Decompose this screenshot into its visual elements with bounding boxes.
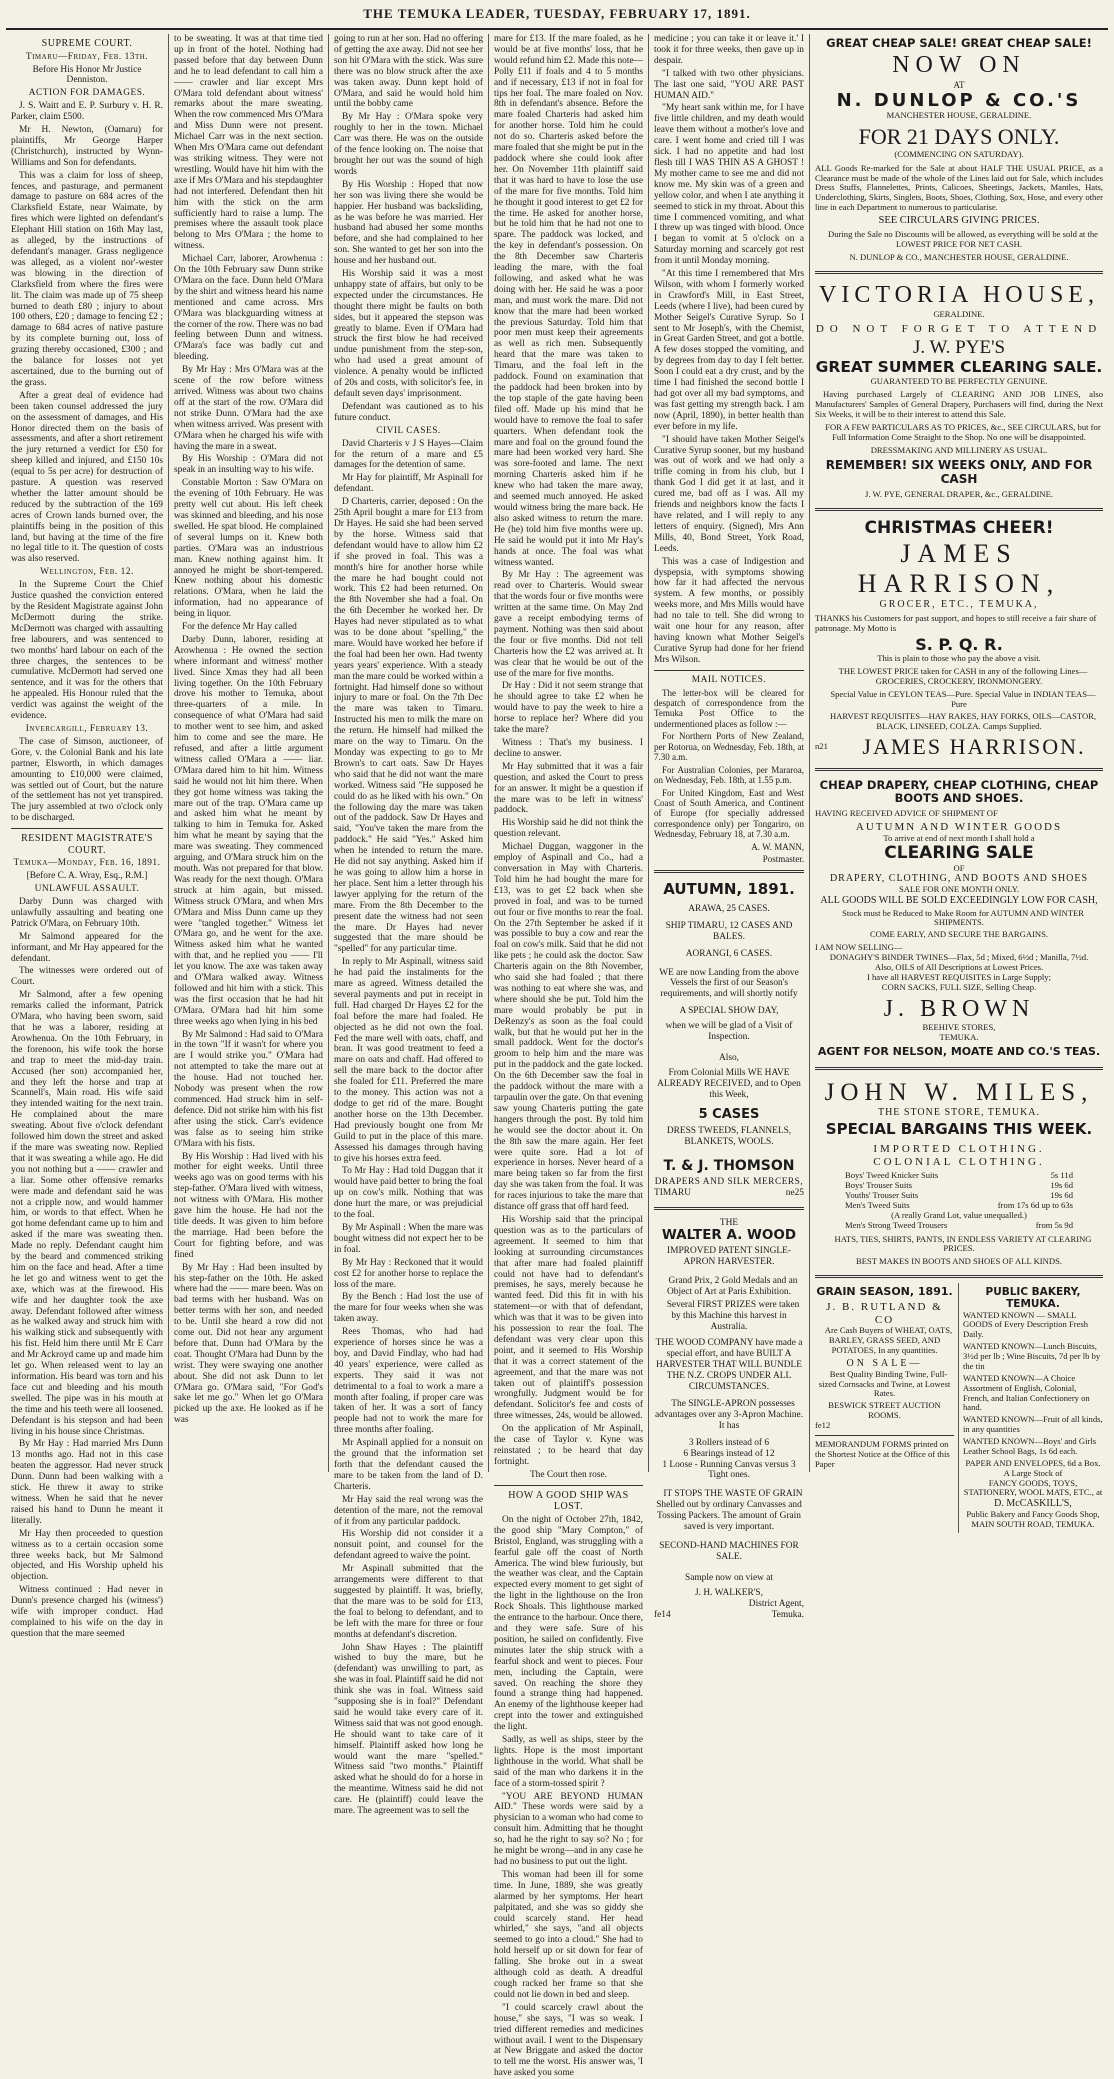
ad-line: ALL GOODS WILL BE SOLD EXCEEDINGLY LOW FOR CASH, xyxy=(820,894,1098,906)
ad-line: Also, OILS of All Descriptions at Lowest Prices. xyxy=(874,961,1044,972)
dateline: Invercargill, February 13. xyxy=(25,723,149,734)
price-row: Men's Strong Tweed Trousers from 5s 9d xyxy=(845,1219,1073,1230)
paragraph: Rees Thomas, who had had experience of horses since he was a boy, and David Findlay, who had had 40 years' experience, were called as experts. They said it was not detrimental to a foal to work a mare a month after foaling, if proper care was taken of her. It was a sort of fancy people had not to work the mare for three months after foaling. xyxy=(334,1327,483,1436)
ad-headline: PUBLIC BAKERY, TEMUKA. xyxy=(985,1286,1081,1311)
columns xyxy=(6,34,1108,2079)
ad-code: ne25 xyxy=(785,1187,804,1198)
paragraph: By Mr Hay : Had married Mrs Dunn 13 months ago. Had not in this case beaten the aggressor. Had never struck Dunn. Dunn had been walking with a stick. He threw it away to strike witness. When he said that he never raised his hand to Dunn he meant it literally. xyxy=(11,1439,163,1526)
bottom-ads xyxy=(815,1283,1103,1532)
ad-line: DRESS TWEEDS, FLANNELS, BLANKETS, WOOLS. xyxy=(666,1125,792,1147)
ad-code: fe14 xyxy=(654,1609,671,1620)
paragraph: Michael Carr, laborer, Arowhenua : On the 10th February saw Dunn strike O'Mara on the face. Dunn held O'Mara by the shirt and witness heard his name mentioned and came across. Mrs O'Mara was blackguarding witness at the corner of the row. There was no bad feeling between Dunn and witness. O'Mara's face was badly cut and bleeding. xyxy=(174,254,323,363)
ad-line: ARAWA, 25 CASES. xyxy=(688,903,770,914)
dateline: Timaru—Friday, Feb. 13th. xyxy=(25,51,149,62)
mail-notices xyxy=(654,688,804,865)
paragraph: to be sweating. It was at that time tied up in front of the hotel. Nothing had passed before that day between Dunn and he to lead defendant to call him a —— crawler and liar except Mrs O'Mara told defendant about witness' remarks about the mare sweating. When the row commenced Mrs O'Mara and Miss Dunn were not present. Michael Carr was in the next section. When Mrs O'Mara came out defendant was striking witness. They were not wrestling. Would have hit him with the axe if Mrs O'Mara and his stepdaughter had not interfered. Defendant then hit him with the stick on the arm sufficiently hard to raise a lump. The premises where the assault took place belong to Mrs O'Mara ; the home to witness. xyxy=(174,34,323,252)
ad-text: WANTED KNOWN—Boys' and Girls Leather School Bags, 1s 6d each. xyxy=(963,1436,1097,1456)
ad-line: AORANGI, 6 CASES. xyxy=(685,948,773,959)
paragraph: Michael Duggan, waggoner in the employ of Aspinall and Co., had a conversation in May with Charteris. Told him he had bought the mare for £13, was to get £2 back when she proved in foal, and was to be turned out four or five months to rear the foal. On the 27th September he asked if it was possible to buy a cow and rear the foal on cow's milk. Said that he did not like pets ; he could ask the doctor. Saw Charteris again on the 8th November, who said she had foaled ; that there was nothing to eat where she was, and where should she be put. Told him the mare would probably be put in DeRenzy's as soon as the foal could walk, but that he would put her in the small paddock. Went for the doctor's groom to help him and the mare was put in the paddock and the gate locked. On the 6th December saw the foal in the paddock without the mare with a tarpaulin over the gate. On that evening saw young Charteris putting the gate hangers through the post. By told him he would see the doctor about it. On the 8th saw the mare again. Her feet were quite sore. Had a lot of experience in horses. Never heard of a mare being taken so far from the first day she was taken from the foal. It was for races injurious to take the mare that distance off grass that off hard feed. xyxy=(494,842,643,1213)
ad-text: WE are now Landing from the above Vessels the first of our Season's requirements, and will shortly notify xyxy=(659,967,799,1000)
pye-ad xyxy=(815,279,1103,503)
price-row: Youths' Trouser Suits 19s 6d xyxy=(845,1190,1073,1201)
paragraph: By Mr Hay : The agreement was read over to Charteris. Would swear that the words four or five months were written at the same time. On May 2nd gave a receipt embodying terms of payment. Nothing was then said about the four or five months. Did not tell Charteris how the £2 was arrived at. It was clear that he would be out of the use of the mare for five months. xyxy=(494,570,643,679)
paragraph: Defendant was cautioned as to his future conduct. xyxy=(334,401,483,423)
ad-headline: J. BROWN xyxy=(883,995,1035,1022)
miles-ad xyxy=(815,1075,1103,1270)
ad-line: BEST MAKES IN BOOTS AND SHOES OF ALL KINDS. xyxy=(855,1256,1063,1267)
ad-line: AT xyxy=(953,80,965,91)
divider xyxy=(815,1275,1103,1278)
ad-line: FANCY GOODS, TOYS, STATIONERY, WOOL MATS, ETC., at xyxy=(963,1477,1103,1498)
paragraph: The letter-box will be cleared for despatch of correspondence from the Temuka Post Office to the undermentioned places as follow :— xyxy=(654,687,804,729)
paragraph: His Worship did not consider it a nonsuit point, and counsel for the defendant agreed to waive the point. xyxy=(334,1529,483,1562)
ad-text: ALL Goods Re-marked for the Sale at about HALF THE USUAL PRICE, as a Clearance must be made of the whole of the Lines laid out for Sale, which includes Dress Stuffs, Flannelettes, Prints, Calicoes, Sheetings, Jackets, Mantles, Hats, Underclothing, Skirts, Singlets, Boots, Shoes, Clothing, Sox, Hose, and every other line in each Department to numerous to particularise. xyxy=(815,162,1103,213)
ad-line: Temuka. xyxy=(771,1609,804,1620)
subheading: UNLAWFUL ASSAULT. xyxy=(34,884,140,895)
ad-line: THE xyxy=(719,1217,739,1228)
paragraph: By His Worship : O'Mara did not speak in an insulting way to his wife. xyxy=(174,454,323,476)
ad-line: GERALDINE. xyxy=(933,308,985,319)
paragraph: This was a claim for loss of sheep, fences, and pasturage, and permanent damage to pasture on 684 acres of the Clarksfield Estate, near Waimate, by fires which were lighted on defendant's Elephant Hill station on 16th May last, as alleged, by the instructions of defendant's manager. Grass negligence was alleged, as a violent nor'-wester was blowing in the direction of Clarksfield from where the fires were lit. The claim was made up of 75 sheep burned to death £80 ; injury to about 100 others, £20 ; damage to fencing £2 ; damage to 684 acres of native pasture by its complete burning out, loss of grazing thereby occasioned, £300 ; and the balance for losses not yet ascertained, due to the burning out of the grass. xyxy=(11,170,163,388)
ad-line: TIMARU xyxy=(654,1187,691,1198)
paragraph: Mr H. Newton, (Oamaru) for plaintiffs, Mr George Harper (Christchurch), instructed by Wynn-Williams and Son for defendants. xyxy=(11,125,163,168)
rutland-ad xyxy=(815,1283,959,1532)
ad-line: SALE FOR ONE MONTH ONLY. xyxy=(898,884,1019,895)
ad-line: DRAPERS AND SILK MERCERS, xyxy=(654,1176,804,1187)
paragraph: By the Bench : Had lost the use of the mare for four weeks when she was taken away. xyxy=(334,1292,483,1325)
paragraph: "My heart sank within me, for I have five little children, and my death would leave them without a mother's love and care. I went home and cried till I was sick. I had no appetite and had lost flesh till I WAS THIN AS A GHOST ! My mother came to see me and did not know me. My skin was of a green and yellow color, and when I ate anything it seemed to stick in my throat. About this time I commenced vomiting, and what I threw up was tinged with blood. Once I began to vomit at 5 o'clock on a Saturday morning and scarcely got rest from it until Monday morning. xyxy=(654,103,804,267)
ad-text: Are Cash Buyers of WHEAT, OATS, BARLEY, GRASS SEED, AND POTATOES, In any quantities. xyxy=(824,1325,953,1356)
divider xyxy=(654,1207,804,1210)
paragraph: By Mr Hay : Mrs O'Mara was at the scene of the row before witness arrived. Witness was about two chains off at the start of the row. O'Mara did not strike Dunn. O'Mara had the axe when witness arrived. Was present with O'Mara when he charged his wife with having the mare in a sweat. xyxy=(174,365,323,452)
paragraph: John Shaw Hayes : The plaintiff wished to buy the mare, but he (defendant) was unwilling to part, as she was in foal. Plaintiff said he did not think she was in foal. Witness said "supposing she is in foal?" Defendant said he would take every care of it. Witness said that was not good enough. He should want to take care of it himself. Plaintiff asked how long he would want the mare "spelled." Witness said "two months." Plaintiff asked what he should do for a horse in the meantime. Witness said he did not care. He (plaintiff) could leave the mare. The agreement was to sell the xyxy=(334,1642,483,1817)
paragraph: This was a case of Indigestion and dyspepsia, with symptoms showing how far it had affected the nervous system. A few months, or possibly weeks more, and Mrs Mills would have had no tale to tell. She did wrong to wait one hour for any reason, after having known what Mother Seigel's Curative Syrup had done for her friend Mrs Wilson. xyxy=(654,556,804,665)
ad-text: WANTED KNOWN — SMALL GOODS of Every Description Fresh Daily. xyxy=(963,1309,1089,1340)
ad-line: OF xyxy=(953,862,965,873)
paragraph: "I should have taken Mother Seigel's Curative Syrup sooner, but my husband was out of work and we had only a trifle coming in from his club, but I thank God I did get it at last, and it cured me, bad off as I was. All my friends and neighbors know the facts I have related, and I will reply to any letters of enquiry. (Signed), Mrs Ann Mills, 40, Bond Street, York Road, Leeds. xyxy=(654,434,804,554)
dateline: Temuka—Monday, Feb. 16, 1891. xyxy=(13,858,161,869)
ad-line: N. DUNLOP & CO., MANCHESTER HOUSE, GERALDINE. xyxy=(849,252,1069,263)
ad-headline: T. & J. THOMSON xyxy=(663,1157,795,1174)
ad-line: J. H. WALKER'S, xyxy=(695,1587,763,1598)
paragraph: In reply to Mr Aspinall, witness said he had paid the instalments for the mare as agreed. Witness detailed the several payments and put in receipt in full. Had charged Dr Hayes £2 for the foal before the mare had foaled. He objected as he did not own the foal. Fed the mare well with oats, chaff, and bran. It was good treatment to feed a mare on oats and chaff. Had offered to sell the mare back to the doctor after she foaled for £11. Preferred the mare to the money. This action was not a dodge to get rid of the mare. Bought another horse on the 13th December. Had previously bought one from Mr Guild to put in the place of this mare. Assessed his damages through having to give his horses extra feed. xyxy=(334,957,483,1164)
paragraph: By His Worship : Had lived with his mother for eight weeks. Until three weeks ago was on good terms with his step-father. O'Mara lived with witness, not witness with O'Mara. His mother gave him the house. He had not the title deeds. It was given to him before the marriage. Had been before the Court for fighting before, and was fined xyxy=(174,1151,323,1260)
ad-headline: GRAIN SEASON, 1891. xyxy=(816,1285,953,1299)
paragraph: Mr Hay then proceeded to question witness as to a certain occasion some three weeks back, but Mr Salmond objected, and His Worship upheld his objection. xyxy=(11,1528,163,1583)
ad-line: Also, xyxy=(718,1053,740,1064)
price-row: Boys' Trouser Suits 19s 6d xyxy=(845,1180,1073,1191)
paragraph: By Mr Aspinall : When the mare was bought witness did not expect her to be in foal. xyxy=(334,1222,483,1255)
paragraph: Sadly, as well as ships, steer by the lights. Hope is the most important lighthouse in the world. What shall be said of the man who darkens it in the face of a storm-tossed spirit ? xyxy=(494,1735,643,1789)
divider xyxy=(815,508,1103,511)
dunlop-ad xyxy=(815,34,1103,266)
paragraph: For the defence Mr Hay called xyxy=(182,622,297,633)
ad-line: DONAGHY'S BINDER TWINES—Flax, 5d ; Mixed, 6½d ; Manilla, 7½d. xyxy=(829,952,1089,963)
paragraph: Dr Hay : Did it not seem strange that he should agree to take £2 when he would have to pay the week to hire a horse to replace her? Where did you take the mare? xyxy=(494,681,643,736)
ad-text: FOR A FEW PARTICULARS AS TO PRICES, &c., SEE CIRCULARS, but for Full Information Come Straight to the Shop. No one will be disappointed. xyxy=(825,421,1101,442)
paragraph: Darby Dunn was charged with unlawfully assaulting and beating one Patrick O'Mara, on February 10th. xyxy=(11,897,163,929)
paragraph: By Mr Hay : Reckoned that it would cost £2 for another horse to replace the loss of the mare. xyxy=(334,1257,483,1290)
ad-code: n21 xyxy=(815,741,828,752)
section-heading: RESIDENT MAGISTRATE'S COURT. xyxy=(21,833,153,856)
paragraph: On the night of October 27th, 1842, the good ship "Mary Compton," of Bristol, England, was struggling with a fearful gale off the coast of North America. The wind blew furiously, but the weather was clear, and the Captain expected every moment to get sight of the light in the lighthouse on the Iron Rock Shoals. This lighthouse marked the entrance to the harbour. Once there, and they were safe. Sure of his position, he sailed on confidently. Five minutes later the ship struck with a fearful shock and went to pieces. Four men, including the Captain, were saved. On reaching the shore they found a strange thing had happened. An enemy of the lighthouse keeper had crept into the tower and extinguished the light. xyxy=(494,1514,643,1733)
before-line: Before His Honor Mr Justice Denniston. xyxy=(32,64,142,86)
ad-line: J. W. PYE, GENERAL DRAPER, &c., GERALDINE. xyxy=(864,489,1054,500)
divider xyxy=(815,1435,954,1436)
paragraph: going to run at her son. Had no offering of getting the axe away. Did not see her son hit O'Mara with the stick. Was sure there was no blow struck after the axe was taken away. Dunn kept hold of O'Mara, and said he would hold him until the bobby came xyxy=(334,34,484,110)
price-row: Boys' Tweed Knicker Suits 5s 11d xyxy=(845,1170,1073,1181)
ad-line: I have all HARVEST REQUISITES in Large Supply; xyxy=(867,971,1051,982)
ad-headline: JAMES HARRISON. xyxy=(862,734,1086,760)
paragraph: Darby Dunn, laborer, residing at Arowhenua : He owned the section where informant and witness' mother lived. Since Xmas they had all been living together. On the 10th February drove his mother to Temuka, about three-quarters of a mile. In consequence of what O'Mara had said to mother went to see him, and asked him to come and see the mare. He refused, and after a little argument witness called O'Mara a —— liar. O'Mara dared him to hit him. Witness said he would not hit him there. When they got home witness was taking the mare out of the trap. O'Mara came up and asked him what he meant by talking to him in Temuka for. Asked him what he meant by saying that the mare was sweating. They commenced arguing, and O'Mara struck him on the mouth. Was not prepared for that blow. Was ready for the next though. O'Mara struck at him again, but missed. Witness struck O'Mara, and when Mrs O'Mara and Miss Dunn came up they were "tangled together." Witness let O'Mara go, and he went for the axe. Witness asked him what he wanted with that, and he replied you —— I'll let you know. The axe was taken away and O'Mara walked away. Witness followed and hit him with a stick. This was the first occasion that he had hit O'Mara. O'Mara had hit him some three weeks ago when lying in his bed xyxy=(174,634,323,1027)
ad-line: To arrive at end of next month I shall hold a xyxy=(883,833,1035,844)
ad-line: COME EARLY, AND SECURE THE BARGAINS. xyxy=(869,929,1049,940)
ad-headline: J. W. PYE'S xyxy=(912,337,1006,359)
ad-headline: NOW ON xyxy=(892,52,1026,79)
ad-line: THE STONE STORE, TEMUKA. xyxy=(877,1106,1041,1118)
paragraph: To Mr Hay : Had told Duggan that it would have paid better to bring the foal up on cow's milk. Nothing that was done hurt the mare, or was prejudicial to the foal. xyxy=(334,1166,483,1221)
column-4 xyxy=(489,34,649,2079)
ad-line: ON SALE— xyxy=(846,1358,923,1370)
divider xyxy=(654,870,804,873)
ad-text: WANTED KNOWN—Fruit of all kinds, in any quantities xyxy=(963,1414,1103,1435)
ad-line: Sample now on view at xyxy=(684,1572,773,1583)
thomson-ad xyxy=(654,878,804,1202)
paragraph: His Worship said that the principal question was as to the particulars of agreement. It seemed to him that looking at surrounding circumstances that after mare had foaled plaintiff could not have had to defendant's premises, he says, merely because he wanted feed. Did this fit in with his statement—or with that of defendant, which was that it was to be given into his possession to rear the foal. The defendant was very clear upon this point, and it seemed to His Worship that it was a correct statement of the agreement, and that the mare was not taken out of plaintiff's possession wrongfully. Judgment would be for defendant. Solicitor's fee and costs of three witnesses, 24s, would be allowed. xyxy=(494,1214,643,1422)
bakery-ad xyxy=(959,1283,1103,1532)
column-5 xyxy=(649,34,810,1620)
wood-ad xyxy=(654,1215,804,1624)
paragraph: In the Supreme Court the Chief Justice quashed the conviction entered by the Resident Magistrate against John McDermott during the strike. McDermott was charged with assaulting free labourers, and was sentenced to two months' hard labour on each of the three charges, the sentences to be cumulative. McDermott had served one sentence, and it was for the others that he appealed. His Honour ruled that the verdict was against the weight of the evidence. xyxy=(11,580,163,722)
ad-headline: REMEMBER! SIX WEEKS ONLY, AND FOR CASH xyxy=(825,458,1093,487)
ad-headline: GREAT SUMMER CLEARING SALE. xyxy=(815,358,1103,377)
divider xyxy=(815,1067,1103,1070)
ad-headline: CHEAP DRAPERY, CHEAP CLOTHING, CHEAP BOOTS AND SHOES. xyxy=(819,777,1099,806)
ad-line: PAPER AND ENVELOPES, 6d a Box. xyxy=(965,1457,1101,1468)
ad-line: DRAPERY, CLOTHING, AND BOOTS AND SHOES xyxy=(829,873,1089,885)
paragraph: mare for £13. If the mare foaled, as he would be at five months' loss, that he would refund him £2. Made this note—Polly £11 if foals and 4 to 5 months and if necessary, £13 if not in foal for tips her foal. The mare foaled on Nov. 8th in defendant's absence. Before the mare foaled Charteris had asked him for another horse. Told him he could not do so. Charteris asked before the mare foaled that she might be put in the paddock where she could look after her. On November 11th plaintiff said that it was hard to have to lose the use of the mare for five months. Told him he thought it good interest to get £2 for the time. He asked for another horse, but he told him that he had not one to spare. The paddock was locked, and the key in defendant's possession. On the 8th December saw Charteris leading the mare, with the foal following, and asked what he was doing with her. He said he was a poor man, and must work the mare. Did not know that the mare had been worked the previous Saturday. Told him that poor men must keep their agreements as well as rich men. Subsequently heard that the mare was taken to Timaru, and the foal left in the paddock. Found on examination that the paddock had been broken into by the top staple of the gate having been filed off. Made up his mind that he would have to remove the foal to safer quarters. When defendant took the mare and foal on the ground found the mare had been worked very hard. She was sore-footed and lame. The next morning Charteris asked him if he knew who had taken the mare away, and seemed much annoyed. He asked would witness bring the mare back. He also asked witness to return the mare. He (he) told him five months were up. He said he would put it into Mr Hay's hands at once. The foal was what witness wanted. xyxy=(494,34,643,568)
paragraph: His Worship said it was a most unhappy state of affairs, but only to be expected under the circumstances. He thought there might be faults on both sides, but it appeared the stepson was greatly to blame. Even if O'Mara had struck the first blow he had received undue punishment from the step-son, who had used a great amount of violence. A penalty would be inflicted of 20s and costs, with solicitor's fee, in default seven days' imprisonment. xyxy=(334,269,483,399)
ad-line: A Large Stock of xyxy=(1003,1467,1063,1478)
ad-text: WANTED KNOWN—A Choice Assortment of English, Colonial, French, and Italian Confectionery on hand. xyxy=(963,1372,1090,1413)
ad-text: HAVING RECEIVED ADVICE OF SHIPMENT OF xyxy=(815,808,998,819)
brown-ad xyxy=(815,776,1103,1062)
ad-text: MEMORANDUM FORMS printed on the Shortest Notice at the Office of this Paper xyxy=(815,1438,950,1469)
ad-line: I AM NOW SELLING— xyxy=(815,942,903,953)
divider xyxy=(494,1485,643,1486)
ad-line: A SPECIAL SHOW DAY, xyxy=(679,1006,779,1017)
paragraph: By Mr Salmond : Had said to O'Mara in the town "If it wasn't for where you are I would strike you." O'Mara had not attempted to take the mare out at the house. Had not touched her. Nobody was present when the row commenced. Had struck him in self-defence. Did not strike him with his fist after using the stick. Carr's evidence was false as to seeing him strike O'Mara with his fists. xyxy=(174,1029,323,1149)
paragraph: "I talked with two other physicians. The last one said, "YOU ARE PAST HUMAN AID." xyxy=(654,68,804,101)
paragraph: "YOU ARE BEYOND HUMAN AID." These words were said by a physician to a woman who had come to consult him. Admitting that he thought so, had he the right to say so? No ; for he might be wrong—and in any case he had no business to put out the light. xyxy=(494,1791,643,1867)
paragraph: Constable Morton : Saw O'Mara on the evening of 10th February. He was pretty well cut about. His left cheek was skinned and bleeding, and his nose swelled. He spat blood. He complained of several lumps on it. Knew both parties. O'Mara was an industrious man. Knew nothing against him. It annoyed he might be short-tempered. Knew nothing about his domestic relations. O'Mara, when he laid the information, had no appearance of being in liquor. xyxy=(174,478,323,620)
paragraph: Mr Salmond, after a few opening remarks called the informant, Patrick O'Mara, who having been sworn, said that he was a laborer, residing at Arowhenua. On the 10th February, in the forenoon, his wife took the horse and trap to meet the mid-day train. Accused (her son) accompanied her, and they left the horse and trap at Scannell's, Main road. His wife said they intended waiting for the next train. He complained about the mare sweating. About five o'clock defendant followed him down the street and asked if the mare was sweating now. Replied that it was sweating a while ago. He did you not nothing but a —— crawler and a liar. Some other offensive remarks were made and defendant said he was not a cripple now, and would hammer him, or words to that effect. When he got home defendant came up to him and asked if the mare was sweating then. Made no reply. Defendant caught him by the beard and commenced striking him on the face and head. After a time he let go and witness went to get the axe, which was at the firewood. His wife and her daughter took the axe away. Defendant followed after witness as he walked away and struck him with his walking stick and subsequently with his fist. Held him there until Mr E Carr and Mr Ackroyd came up and made him let go. When released went to lay an information. His beard was torn and his face cut and bleeding and his mouth swelled. The pipe was in his mouth at the time and his teeth were all loosened. Defendant is his stepson and had been living in his house since Christmas. xyxy=(11,990,163,1437)
ad-line: BEEHIVE STORES, xyxy=(922,1022,996,1033)
paragraph: For Northern Ports of New Zealand, per Rotorua, on Wednesday, Feb. 18th, at 7.30 a.m. xyxy=(654,731,804,763)
ad-line: 1 Loose - Running Canvas versus 3 Tight ones. xyxy=(662,1459,796,1481)
paragraph: D Charteris, carrier, deposed : On the 25th April bought a mare for £13 from Dr Hayes. He said she had been served by the horse. Witness said that defendant would have to allow him £2 if she proved in foal. This was a month's hire for another horse while the mare he had bought could not work. This £2 had been returned. On the 8th November she had a foal. On the 6th December he worked her. Dr Hayes had never stipulated as to what was to be done about "spelling," the mare. Would have worked her before if the foal had been her own. Had twenty years years' experience. With a steady man the mare could be worked within a fortnight. Had himself done so without injury to mare or foal. On the 7th Dec the mare was taken to Timaru. Instructed his men to milk the mare on the return. He himself had milked the mare on the way to Timaru. On the Monday was expecting to go to Mr Brown's to cart oats. Saw Dr Hayes who said that he did not want the mare worked. Witness said "He supposed he could do as he liked with his own." On the following day the mare was taken out of the paddock. Saw Dr Hayes and said, "You've taken the mare from the paddock." He said "Yes." Asked him when he intended to return the mare. He did not say anything. Asked him if he was going to allow him a horse in her place. Sent him a letter through his lawyer applying for the return of the mare. From the 8th December to the present date the witness had not seen the mare. Dr Hayes had never suggested that the mare should be "spelled" for any particular time. xyxy=(334,497,483,955)
ad-text: THE WOOD COMPANY have made a special effort, and have BUILT A HARVESTER THAT WILL BUNDLE THE N.Z. CROPS UNDER ALL CIRCUMSTANCES. xyxy=(655,1338,803,1393)
price-row: Men's Tweed Suits from 17s 6d up to 63s xyxy=(845,1199,1073,1210)
paragraph: medicine ; you can take it or leave it.' I took it for three weeks, then gave up in despair. xyxy=(654,34,804,66)
ad-line: District Agent, xyxy=(748,1598,804,1609)
ad-headline: AUTUMN, 1891. xyxy=(663,879,795,898)
paragraph: Witness continued : Had never in Dunn's presence charged his (witness') wife with improper conduct. Had complained to his wife on the day in question that the mare seemed xyxy=(11,1585,163,1639)
paragraph: Mr Aspinall submitted that the arrangements were different to that suggested by plaintiff. It was, briefly, that the mare was to be sold for £13, the foal to belong to defendant, and to be left with the mare for three or four months at defendant's discretion. xyxy=(334,1564,483,1640)
ad-headline: JOHN W. MILES, xyxy=(824,1078,1094,1106)
ad-headline: WALTER A. WOOD xyxy=(661,1227,797,1244)
divider xyxy=(11,828,163,829)
ad-text: Best Quality Binding Twine, Full-sized Cornsacks and Twine, at Lowest Rates. xyxy=(818,1368,951,1399)
ad-code: fe12 xyxy=(815,1420,831,1431)
ad-line: DRESSMAKING AND MILLINERY AS USUAL. xyxy=(870,444,1048,455)
subheading: MAIL NOTICES. xyxy=(691,674,767,685)
paragraph: The witnesses were ordered out of Court. xyxy=(11,966,163,988)
paragraph: Mr Salmond appeared for the informant, and Mr Hay appeared for the defendant. xyxy=(11,931,163,964)
paragraph: Witness : That's my business. I decline to answer. xyxy=(494,738,643,759)
ad-headline: SPECIAL BARGAINS THIS WEEK. xyxy=(825,1120,1093,1139)
paragraph: His Worship said he did not think the question relevant. xyxy=(494,818,643,840)
signature: Postmaster. xyxy=(762,854,804,865)
ad-line: D. McCASKILL'S, xyxy=(994,1498,1072,1510)
ad-text: Stock must be Reduced to Make Room for AUTUMN AND WINTER SHIPMENTS. xyxy=(842,907,1084,928)
before-line: [Before C. A. Wray, Esq., R.M.] xyxy=(26,871,148,882)
ad-line: From Colonial Mills WE HAVE ALREADY RECEIVED, and to Open this Week, xyxy=(657,1067,801,1100)
paragraph: Mr Hay submitted that it was a fair question, and asked the Court to press for an answer. It might be a question if the mare was to be left in witness' paddock. xyxy=(494,761,643,816)
paragraph: For Australian Colonies, per Mararoa, on Wednesday, Feb. 18th, at 1.55 p.m. xyxy=(654,764,804,786)
ad-line: SECOND-HAND MACHINES FOR SALE. xyxy=(659,1540,799,1562)
ad-line: IMPORTED CLOTHING. xyxy=(873,1142,1045,1155)
paragraph: Mr Hay for plaintiff, Mr Aspinall for defendant. xyxy=(334,473,483,495)
ad-text: HATS, TIES, SHIRTS, PANTS, IN ENDLESS VARIETY AT CLEARING PRICES. xyxy=(834,1233,1092,1254)
ad-text: Having purchased Largely of CLEARING AND JOB LINES, also Manufacturers' Samples of General Drapery, Purchasers will find, during the Next Six Weeks, it will be to their interest to attend this Sale. xyxy=(815,389,1103,419)
paragraph: Mr Hay said the real wrong was the detention of the mare, not the removal of it from any particular paddock. xyxy=(334,1494,483,1527)
paragraph: By Mr Hay : Had been insulted by his step-father on the 10th. He asked where had the —— mare been. Was on bad terms with her husband. Was on better terms with her son, and needed to be. Until she heard a row did not come out. Did not hear any argument before that. Dunn had O'Mara by the coat. Thought O'Mara had Dunn by the wrist. They were swaying one another about. She did not ask Dunn to let O'Mara go. O'Mara said, "For God's sake let me go." When let go O'Mara picked up the axe. He looked as if he was xyxy=(174,1262,323,1426)
ad-line: CORN SACKS, FULL SIZE, Selling Cheap. xyxy=(881,981,1037,992)
paragraph: On the application of Mr Aspinall, the case of Taylor v. Kyne was reinstated ; to be heard that day fortnight. xyxy=(494,1424,643,1467)
ad-line: when we will be glad of a Visit of Inspection. xyxy=(665,1021,793,1043)
column-3 xyxy=(329,34,489,1817)
ad-text: During the Sale no Discounts will be allowed, as everything will be sold at the LOWEST PRICE FOR NET CASH. xyxy=(828,229,1098,250)
ad-headline: AGENT FOR NELSON, MOATE AND CO.'S TEAS. xyxy=(817,1045,1101,1059)
column-1 xyxy=(6,34,169,1639)
ad-headline: CHRISTMAS CHEER! xyxy=(864,518,1054,539)
ad-text: WANTED KNOWN—Lunch Biscuits, 3½d per lb ; Wine Biscuits, 7d per lb by the tin xyxy=(963,1341,1101,1371)
subheading: ACTION FOR DAMAGES. xyxy=(28,88,146,99)
paragraph: By Mr Hay : O'Mara spoke very roughly to her in the town. Michael Carr was there. He was on the outside of the fence looking on. The noise that brought her out was the sound of high words xyxy=(334,112,483,177)
masthead: THE TEMUKA LEADER, TUESDAY, FEBRUARY 17, 1891. xyxy=(6,6,1108,30)
paragraph: The Court then rose. xyxy=(529,1469,608,1480)
section-heading: HOW A GOOD SHIP WAS LOST. xyxy=(508,1489,629,1513)
ad-line: IMPROVED PATENT SINGLE-APRON HARVESTER. xyxy=(667,1246,791,1268)
ad-text: IT STOPS THE WASTE OF GRAIN Shelled out by ordinary Canvasses and Tossing Packers. The amount of Grain saved is very important. xyxy=(656,1489,803,1533)
ad-headline: S. P. Q. R. xyxy=(915,634,1003,654)
ad-line: This is plain to those who pay the above a visit. xyxy=(877,653,1041,664)
ad-line: GROCER, ETC., TEMUKA, xyxy=(879,599,1039,611)
paragraph: The case of Simson, auctioneer, of Gore, v. the Colonial Bank and his late partner, Elsworth, in which damages amounting to £10,000 were claimed, was settled out of Court, but the nature of the settlement has not yet transpired. The jury assembled at two o'clock only to be discharged. xyxy=(11,736,163,824)
ad-line: (COMMENCING ON SATURDAY). xyxy=(894,148,1024,159)
paragraph: After a great deal of evidence had been taken counsel addressed the jury on the assessment of damages, and His Honor directed them on the basis of assessments, and after a short retirement the jury returned a verdict for £50 for sheep killed and injured, and £150 10s (equal to 5s per acre) for destruction of pasture. A question was reserved whether the latter amount should be reduced by the subtraction of the 169 acres of Crown lands burned over, the plaintiffs being in the position of this land, but having at the time of the fire no legal title to it. The question of costs was also reserved. xyxy=(11,390,163,565)
ad-text: THANKS his Customers for past support, and hopes to still receive a fair share of patronage. My Motto is xyxy=(815,612,1097,633)
column-2 xyxy=(169,34,329,1472)
ad-text: The SINGLE-APRON possesses advantages over any 3-Apron Machine. It has xyxy=(654,1399,804,1431)
paragraph: J. S. Waitt and E. P. Surbury v. H. R. Parker, claim £500. xyxy=(11,101,163,123)
ad-line: MANCHESTER HOUSE, GERALDINE. xyxy=(886,110,1032,121)
ad-headline: FOR 21 DAYS ONLY. xyxy=(858,124,1060,150)
paragraph: For United Kingdom, East and West Coast of South America, and Continent of Europe (for specially addressed correspondence only) per Tongariro, on Wednesday, February 18, at 7.30 a.m. xyxy=(654,787,804,840)
ad-headline: VICTORIA HOUSE, xyxy=(819,281,1099,308)
paragraph: David Charteris v J S Hayes—Claim for the return of a mare and £5 damages for the detention of same. xyxy=(334,438,483,471)
ad-line: 6 Bearings instead of 12 xyxy=(683,1448,775,1459)
paragraph: "I could scarcely crawl about the house," she says, "I was so weak. I tried different remedies and medicines without avail. I went to the Dispensary at New Briggate and asked the doctor to tell me the worst. His answer was, 'I have asked you some xyxy=(494,2002,643,2079)
paragraph: "At this time I remembered that Mrs Wilson, with whom I formerly worked in Crawford's Mill, in East Street, Leeds (where I live), had been cured by Mother Seigel's Curative Syrup. So I sent to Mr Joseph's, with the Chemist, in Great Garden Street, and got a bottle. A few doses stopped the vomiting, and by degrees from day to day I felt better. Soon I could eat a dry crust, and by the time I had finished the second bottle I had got over all my bad symptoms, and was fast getting my strength back. I am now (April, 1890), in better health than ever before in my life. xyxy=(654,269,804,432)
ad-headline: 5 CASES xyxy=(698,1106,760,1122)
ad-line: AUTUMN AND WINTER GOODS xyxy=(855,821,1063,834)
ad-line: 3 Rollers instead of 6 xyxy=(688,1437,770,1448)
ad-line: Public Bakery and Fancy Goods Shop, MAIN SOUTH ROAD, TEMUKA. xyxy=(966,1508,1100,1529)
ad-text: Several FIRST PRIZES were taken by this Machine this harvest in Australia. xyxy=(666,1299,800,1332)
paragraph: Mr Aspinall applied for a nonsuit on the ground that the information set forth that the defendant caused the mare to be taken from the land of D. Charteris. xyxy=(334,1438,483,1492)
ad-line: TEMUKA. xyxy=(939,1032,979,1043)
price-list xyxy=(815,1171,1103,1230)
ad-text: HARVEST REQUISITES—HAY RAKES, HAY FORKS, OILS—CASTOR, BLACK, LINSEED, COLZA. Camps Supplied. xyxy=(829,711,1097,732)
ad-headline: CLEARING SALE xyxy=(884,842,1034,863)
signature: A. W. MANN, xyxy=(751,841,804,852)
harrison-ad xyxy=(815,516,1103,763)
ad-headline: GREAT CHEAP SALE! GREAT CHEAP SALE! xyxy=(826,36,1092,50)
divider xyxy=(815,271,1103,274)
section-heading: SUPREME COURT. xyxy=(41,38,133,49)
ad-text: Special Value in CEYLON TEAS—Pure. Special Value in INDIAN TEAS—Pure xyxy=(830,688,1096,709)
paragraph: By His Worship : Hoped that now her son was living there she would be happier. Her husband was backsliding, as he was before he was married. Her husband had abused her some months before, and she had complained to her son. She wanted to get her son into the house and her husband out. xyxy=(334,179,483,267)
ad-line: SEE CIRCULARS GIVING PRICES. xyxy=(878,215,1040,227)
subheading: CIVIL CASES. xyxy=(376,425,441,436)
ad-line: BESWICK STREET AUCTION ROOMS. xyxy=(828,1400,941,1421)
divider xyxy=(815,768,1103,771)
dateline: Wellington, Feb. 12. xyxy=(40,567,134,578)
ad-text: THE LOWEST PRICE taken for CASH in any of the following Lines—GROCERIES, CROCKERY, IRONMONGERY. xyxy=(838,665,1088,686)
ad-line: COLONIAL CLOTHING. xyxy=(873,1155,1045,1168)
ad-headline: N. DUNLOP & CO.'S xyxy=(836,89,1082,111)
ad-headline: JAMES HARRISON, xyxy=(857,538,1061,599)
ad-headline: J. B. RUTLAND & CO xyxy=(826,1300,943,1326)
ad-line: DO NOT FORGET TO ATTEND xyxy=(815,322,1103,335)
column-6-ads xyxy=(810,34,1108,1529)
ad-text: Grand Prix, 2 Gold Medals and an Object of Art at Paris Exhibition. xyxy=(667,1275,798,1297)
price-note: (A really Grand Lot, value unequalled.) xyxy=(891,1209,1027,1220)
paragraph: This woman had been ill for some time. In June, 1889, she was greatly alarmed by her symptoms. Her heart palpitated, and she was so giddy she could scarcely stand. Her head whirled," she says, "and all objects seemed to go into a cloud." She had to hold herself up or sit down for fear of falling. She broke out in a sweat although cold as death. A dreadful cough racked her frame so that she could not lie down in bed and sleep. xyxy=(494,1869,643,2000)
divider xyxy=(654,670,804,671)
ad-line: GUARANTEED TO BE PERFECTLY GENUINE. xyxy=(870,376,1048,387)
ad-line: SHIP TIMARU, 12 CASES AND BALES. xyxy=(665,920,793,942)
